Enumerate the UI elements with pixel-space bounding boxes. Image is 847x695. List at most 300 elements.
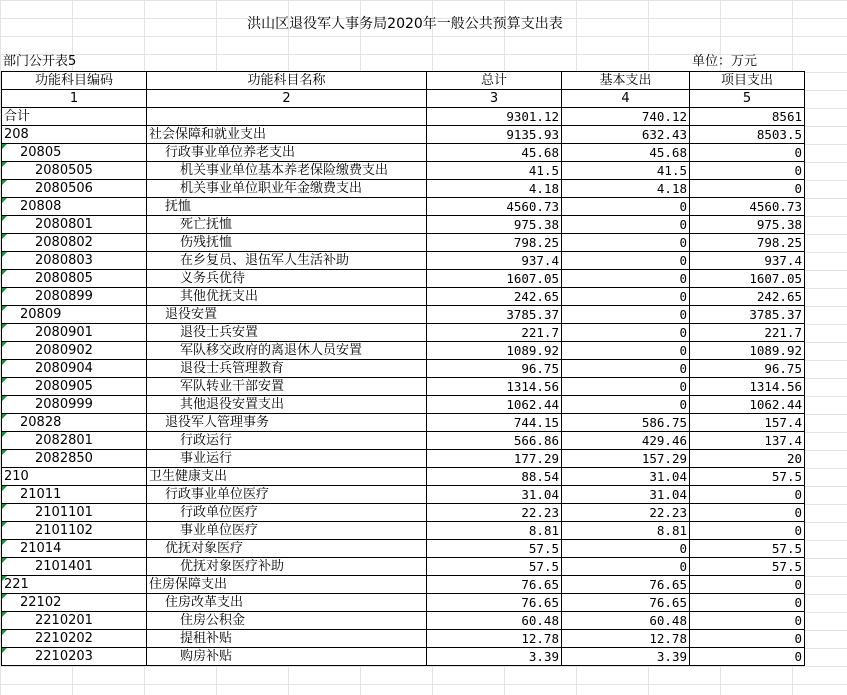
error-indicator-icon — [2, 414, 7, 419]
name-cell-text: 卫生健康支出 — [149, 469, 228, 484]
basic-cell[interactable] — [562, 432, 690, 450]
header-cell-name[interactable]: 功能科目名称 — [147, 72, 427, 90]
total-cell[interactable] — [427, 360, 562, 378]
total-cell[interactable] — [427, 342, 562, 360]
name-cell[interactable] — [147, 396, 427, 414]
total-cell-text: 937.4 — [521, 253, 559, 268]
name-cell-text: 行政运行 — [180, 433, 233, 448]
basic-cell[interactable] — [562, 522, 690, 540]
name-cell[interactable] — [147, 198, 427, 216]
project-cell[interactable] — [690, 288, 805, 306]
total-cell-text: 975.38 — [513, 217, 559, 232]
name-cell[interactable] — [147, 630, 427, 648]
name-cell[interactable] — [147, 144, 427, 162]
basic-cell[interactable] — [562, 306, 690, 324]
project-cell-text: 0 — [794, 163, 802, 178]
name-cell[interactable] — [147, 270, 427, 288]
error-indicator-icon — [2, 234, 7, 239]
code-cell[interactable] — [2, 522, 147, 540]
code-cell[interactable] — [2, 180, 147, 198]
code-cell[interactable] — [2, 468, 147, 486]
total-cell[interactable] — [427, 180, 562, 198]
code-cell-text: 2080905 — [35, 379, 93, 394]
basic-cell[interactable] — [562, 198, 690, 216]
project-cell-text: 96.75 — [764, 361, 802, 376]
basic-cell-text: 0 — [679, 271, 687, 286]
code-cell[interactable] — [2, 306, 147, 324]
error-indicator-icon — [2, 306, 7, 311]
error-indicator-icon — [2, 252, 7, 257]
table-row — [2, 648, 805, 666]
code-cell-text: 2080505 — [35, 163, 93, 178]
total-cell[interactable] — [427, 144, 562, 162]
code-cell-text: 2101101 — [35, 505, 93, 520]
total-cell-text: 3.39 — [528, 649, 559, 664]
table-row — [2, 234, 805, 252]
code-cell-text: 210 — [4, 469, 29, 484]
project-cell[interactable] — [690, 648, 805, 666]
error-indicator-icon — [2, 288, 7, 293]
name-cell[interactable] — [147, 576, 427, 594]
code-cell[interactable] — [2, 594, 147, 612]
total-cell-text: 76.65 — [521, 595, 559, 610]
basic-cell[interactable] — [562, 144, 690, 162]
total-cell[interactable] — [427, 108, 562, 126]
project-cell[interactable] — [690, 252, 805, 270]
code-cell-text: 合计 — [4, 109, 31, 124]
total-cell[interactable] — [427, 522, 562, 540]
header-row — [2, 72, 805, 90]
table-row — [2, 342, 805, 360]
column-number-cell[interactable]: 4 — [562, 90, 690, 108]
total-cell-text: 4.18 — [528, 181, 559, 196]
total-cell-text: 1062.44 — [506, 397, 559, 412]
total-cell[interactable] — [427, 450, 562, 468]
name-cell[interactable] — [147, 108, 427, 126]
project-cell-text: 1089.92 — [749, 343, 802, 358]
code-cell-text: 21014 — [20, 541, 62, 556]
project-cell-text: 57.5 — [771, 541, 802, 556]
code-cell-text: 2082801 — [35, 433, 93, 448]
basic-cell[interactable] — [562, 414, 690, 432]
header-cell-total[interactable]: 总计 — [427, 72, 562, 90]
name-cell-text: 优抚对象医疗补助 — [180, 559, 285, 574]
table-row — [2, 198, 805, 216]
basic-cell[interactable] — [562, 396, 690, 414]
project-cell[interactable] — [690, 468, 805, 486]
project-cell-text: 0 — [794, 613, 802, 628]
basic-cell[interactable] — [562, 468, 690, 486]
table-row — [2, 288, 805, 306]
total-cell[interactable] — [427, 558, 562, 576]
error-indicator-icon — [2, 216, 7, 221]
code-cell-text: 2080999 — [35, 397, 93, 412]
project-cell[interactable] — [690, 414, 805, 432]
total-cell-text: 76.65 — [521, 577, 559, 592]
table-row — [2, 468, 805, 486]
basic-cell-text: 0 — [679, 217, 687, 232]
name-cell[interactable] — [147, 234, 427, 252]
name-cell[interactable] — [147, 450, 427, 468]
code-cell[interactable] — [2, 144, 147, 162]
code-cell-text: 20809 — [20, 307, 62, 322]
basic-cell-text: 0 — [679, 397, 687, 412]
code-cell-text: 2101102 — [35, 523, 93, 538]
project-cell[interactable] — [690, 270, 805, 288]
total-cell-text: 8.81 — [528, 523, 559, 538]
column-number-cell[interactable]: 5 — [690, 90, 805, 108]
total-cell-text: 566.86 — [513, 433, 559, 448]
name-cell-text: 伤残抚恤 — [180, 235, 233, 250]
name-cell[interactable] — [147, 594, 427, 612]
name-cell[interactable] — [147, 522, 427, 540]
table-row — [2, 162, 805, 180]
project-cell[interactable] — [690, 630, 805, 648]
total-cell-text: 88.54 — [521, 469, 559, 484]
total-cell-text: 1607.05 — [506, 271, 559, 286]
total-cell[interactable] — [427, 540, 562, 558]
project-cell[interactable] — [690, 612, 805, 630]
total-cell[interactable] — [427, 216, 562, 234]
basic-cell[interactable] — [562, 576, 690, 594]
project-cell[interactable] — [690, 306, 805, 324]
table-row — [2, 414, 805, 432]
basic-cell-text: 8.81 — [656, 523, 687, 538]
basic-cell[interactable] — [562, 234, 690, 252]
total-cell[interactable] — [427, 486, 562, 504]
total-cell[interactable] — [427, 306, 562, 324]
basic-cell-text: 0 — [679, 343, 687, 358]
error-indicator-icon — [2, 540, 7, 545]
name-cell-text: 其他退役安置支出 — [180, 397, 285, 412]
header-cell-project[interactable]: 项目支出 — [690, 72, 805, 90]
basic-cell-text: 0 — [679, 289, 687, 304]
name-cell[interactable] — [147, 540, 427, 558]
name-cell-text: 事业单位医疗 — [180, 523, 259, 538]
table-row — [2, 108, 805, 126]
name-cell[interactable] — [147, 414, 427, 432]
basic-cell-text: 740.12 — [641, 109, 687, 124]
basic-cell[interactable] — [562, 162, 690, 180]
code-cell[interactable] — [2, 648, 147, 666]
code-cell-text: 2080506 — [35, 181, 93, 196]
basic-cell-text: 0 — [679, 325, 687, 340]
basic-cell[interactable] — [562, 252, 690, 270]
project-cell[interactable] — [690, 108, 805, 126]
name-cell-text: 购房补贴 — [180, 649, 233, 664]
code-cell[interactable] — [2, 360, 147, 378]
error-indicator-icon — [2, 324, 7, 329]
project-cell[interactable] — [690, 522, 805, 540]
basic-cell[interactable] — [562, 504, 690, 522]
code-cell-text: 22102 — [20, 595, 62, 610]
project-cell[interactable] — [690, 198, 805, 216]
total-cell[interactable] — [427, 594, 562, 612]
project-cell[interactable] — [690, 396, 805, 414]
total-cell[interactable] — [427, 162, 562, 180]
basic-cell[interactable] — [562, 324, 690, 342]
name-cell[interactable] — [147, 342, 427, 360]
name-cell-text: 行政事业单位医疗 — [165, 487, 270, 502]
total-cell[interactable] — [427, 576, 562, 594]
basic-cell[interactable] — [562, 558, 690, 576]
name-cell-text: 抚恤 — [165, 199, 192, 214]
table-row — [2, 378, 805, 396]
unit-label[interactable]: 单位：万元 — [692, 54, 758, 69]
project-cell[interactable] — [690, 360, 805, 378]
code-cell[interactable] — [2, 198, 147, 216]
code-cell[interactable] — [2, 342, 147, 360]
project-cell[interactable] — [690, 576, 805, 594]
name-cell[interactable] — [147, 360, 427, 378]
project-cell-text: 0 — [794, 145, 802, 160]
name-cell[interactable] — [147, 558, 427, 576]
code-cell[interactable] — [2, 234, 147, 252]
code-cell[interactable] — [2, 324, 147, 342]
error-indicator-icon — [2, 558, 7, 563]
code-cell-text: 2101401 — [35, 559, 93, 574]
project-cell[interactable] — [690, 126, 805, 144]
table-row — [2, 504, 805, 522]
error-indicator-icon — [2, 486, 7, 491]
code-cell[interactable] — [2, 126, 147, 144]
error-indicator-icon — [2, 342, 7, 347]
project-cell-text: 4560.73 — [749, 199, 802, 214]
project-cell[interactable] — [690, 324, 805, 342]
total-cell[interactable] — [427, 648, 562, 666]
name-cell[interactable] — [147, 504, 427, 522]
total-cell[interactable] — [427, 288, 562, 306]
error-indicator-icon — [2, 594, 7, 599]
total-cell-text: 1089.92 — [506, 343, 559, 358]
total-cell[interactable] — [427, 468, 562, 486]
basic-cell[interactable] — [562, 126, 690, 144]
name-cell[interactable] — [147, 486, 427, 504]
project-cell[interactable] — [690, 162, 805, 180]
project-cell-text: 0 — [794, 631, 802, 646]
total-cell-text: 96.75 — [521, 361, 559, 376]
code-cell-text: 2080904 — [35, 361, 93, 376]
code-cell[interactable] — [2, 162, 147, 180]
name-cell[interactable] — [147, 432, 427, 450]
basic-cell-text: 31.04 — [649, 469, 687, 484]
basic-cell[interactable] — [562, 342, 690, 360]
basic-cell[interactable] — [562, 270, 690, 288]
project-cell[interactable] — [690, 558, 805, 576]
basic-cell[interactable] — [562, 378, 690, 396]
total-cell[interactable] — [427, 504, 562, 522]
code-cell[interactable] — [2, 612, 147, 630]
code-cell[interactable] — [2, 288, 147, 306]
basic-cell[interactable] — [562, 216, 690, 234]
code-cell[interactable] — [2, 540, 147, 558]
project-cell-text: 0 — [794, 505, 802, 520]
code-cell[interactable] — [2, 576, 147, 594]
name-cell-text: 死亡抚恤 — [180, 217, 233, 232]
total-cell[interactable] — [427, 198, 562, 216]
basic-cell-text: 12.78 — [649, 631, 687, 646]
project-cell[interactable] — [690, 540, 805, 558]
project-cell[interactable] — [690, 216, 805, 234]
basic-cell-text: 45.68 — [649, 145, 687, 160]
basic-cell-text: 3.39 — [656, 649, 687, 664]
total-cell[interactable] — [427, 396, 562, 414]
project-cell[interactable] — [690, 432, 805, 450]
code-cell[interactable] — [2, 378, 147, 396]
basic-cell-text: 0 — [679, 559, 687, 574]
sheet-title[interactable]: 洪山区退役军人事务局2020年一般公共预算支出表 — [247, 16, 563, 32]
total-cell-text: 3785.37 — [506, 307, 559, 322]
project-cell-text: 798.25 — [756, 235, 802, 250]
project-cell-text: 8561 — [771, 109, 802, 124]
table-row — [2, 576, 805, 594]
name-cell-text: 事业运行 — [180, 451, 233, 466]
total-cell-text: 12.78 — [521, 631, 559, 646]
name-cell-text: 住房公积金 — [180, 613, 246, 628]
code-cell[interactable] — [2, 630, 147, 648]
project-cell[interactable] — [690, 486, 805, 504]
table-row — [2, 450, 805, 468]
project-cell-text: 137.4 — [764, 433, 802, 448]
basic-cell[interactable] — [562, 180, 690, 198]
total-cell-text: 41.5 — [528, 163, 559, 178]
total-cell[interactable] — [427, 432, 562, 450]
name-cell[interactable] — [147, 180, 427, 198]
total-cell[interactable] — [427, 378, 562, 396]
table-row — [2, 180, 805, 198]
name-cell[interactable] — [147, 378, 427, 396]
project-cell[interactable] — [690, 378, 805, 396]
basic-cell[interactable] — [562, 108, 690, 126]
total-cell[interactable] — [427, 126, 562, 144]
project-cell-text: 57.5 — [771, 469, 802, 484]
name-cell[interactable] — [147, 648, 427, 666]
name-cell-text: 优抚对象医疗 — [165, 541, 244, 556]
code-cell-text: 20808 — [20, 199, 62, 214]
table-row — [2, 324, 805, 342]
table-row — [2, 486, 805, 504]
basic-cell[interactable] — [562, 540, 690, 558]
code-cell[interactable] — [2, 396, 147, 414]
total-cell-text: 221.7 — [521, 325, 559, 340]
project-cell[interactable] — [690, 234, 805, 252]
name-cell-text: 军队移交政府的离退休人员安置 — [180, 343, 363, 358]
code-cell[interactable] — [2, 216, 147, 234]
project-cell[interactable] — [690, 342, 805, 360]
name-cell[interactable] — [147, 288, 427, 306]
name-cell[interactable] — [147, 126, 427, 144]
project-cell-text: 0 — [794, 649, 802, 664]
name-cell[interactable] — [147, 468, 427, 486]
basic-cell[interactable] — [562, 486, 690, 504]
total-cell[interactable] — [427, 414, 562, 432]
total-cell[interactable] — [427, 612, 562, 630]
error-indicator-icon — [2, 648, 7, 653]
code-cell[interactable] — [2, 432, 147, 450]
code-cell[interactable] — [2, 558, 147, 576]
name-cell-text: 退役安置 — [165, 307, 218, 322]
code-cell[interactable] — [2, 108, 147, 126]
code-cell[interactable] — [2, 414, 147, 432]
table-row — [2, 396, 805, 414]
basic-cell[interactable] — [562, 450, 690, 468]
header-cell-basic[interactable]: 基本支出 — [562, 72, 690, 90]
basic-cell-text: 0 — [679, 199, 687, 214]
total-cell-text: 9301.12 — [506, 109, 559, 124]
total-cell[interactable] — [427, 324, 562, 342]
total-cell-text: 45.68 — [521, 145, 559, 160]
basic-cell-text: 31.04 — [649, 487, 687, 502]
basic-cell-text: 0 — [679, 235, 687, 250]
total-cell-text: 744.15 — [513, 415, 559, 430]
name-cell-text: 行政事业单位养老支出 — [165, 145, 296, 160]
table-label[interactable]: 部门公开表5 — [3, 54, 77, 69]
code-cell-text: 2210201 — [35, 613, 93, 628]
project-cell[interactable] — [690, 144, 805, 162]
name-cell-text: 住房改革支出 — [165, 595, 244, 610]
code-cell[interactable] — [2, 504, 147, 522]
code-cell[interactable] — [2, 252, 147, 270]
project-cell-text: 157.4 — [764, 415, 802, 430]
table-row — [2, 522, 805, 540]
project-cell[interactable] — [690, 180, 805, 198]
name-cell[interactable] — [147, 252, 427, 270]
column-number-cell[interactable]: 2 — [147, 90, 427, 108]
code-cell-text: 2080902 — [35, 343, 93, 358]
table-row — [2, 612, 805, 630]
code-cell[interactable] — [2, 486, 147, 504]
basic-cell[interactable] — [562, 612, 690, 630]
project-cell-text: 0 — [794, 595, 802, 610]
basic-cell-text: 22.23 — [649, 505, 687, 520]
column-number-cell[interactable]: 3 — [427, 90, 562, 108]
project-cell-text: 975.38 — [756, 217, 802, 232]
error-indicator-icon — [2, 180, 7, 185]
total-cell[interactable] — [427, 252, 562, 270]
total-cell[interactable] — [427, 234, 562, 252]
basic-cell[interactable] — [562, 288, 690, 306]
table-row — [2, 126, 805, 144]
basic-cell[interactable] — [562, 630, 690, 648]
name-cell[interactable] — [147, 324, 427, 342]
basic-cell[interactable] — [562, 360, 690, 378]
project-cell-text: 20 — [786, 451, 802, 466]
name-cell-text: 机关事业单位职业年金缴费支出 — [180, 181, 363, 196]
project-cell[interactable] — [690, 504, 805, 522]
total-cell[interactable] — [427, 270, 562, 288]
name-cell-text: 其他优抚支出 — [180, 289, 259, 304]
basic-cell[interactable] — [562, 648, 690, 666]
column-number-cell[interactable]: 1 — [2, 90, 147, 108]
code-cell-text: 20805 — [20, 145, 62, 160]
total-cell-text: 9135.93 — [506, 127, 559, 142]
project-cell[interactable] — [690, 450, 805, 468]
project-cell-text: 0 — [794, 577, 802, 592]
name-cell[interactable] — [147, 306, 427, 324]
error-indicator-icon — [2, 450, 7, 455]
project-cell[interactable] — [690, 594, 805, 612]
name-cell[interactable] — [147, 216, 427, 234]
project-cell-text: 8503.5 — [756, 127, 802, 142]
basic-cell-text: 157.29 — [641, 451, 687, 466]
basic-cell[interactable] — [562, 594, 690, 612]
name-cell[interactable] — [147, 162, 427, 180]
header-cell-code[interactable]: 功能科目编码 — [2, 72, 147, 90]
code-cell[interactable] — [2, 450, 147, 468]
code-cell[interactable] — [2, 270, 147, 288]
name-cell[interactable] — [147, 612, 427, 630]
total-cell[interactable] — [427, 630, 562, 648]
